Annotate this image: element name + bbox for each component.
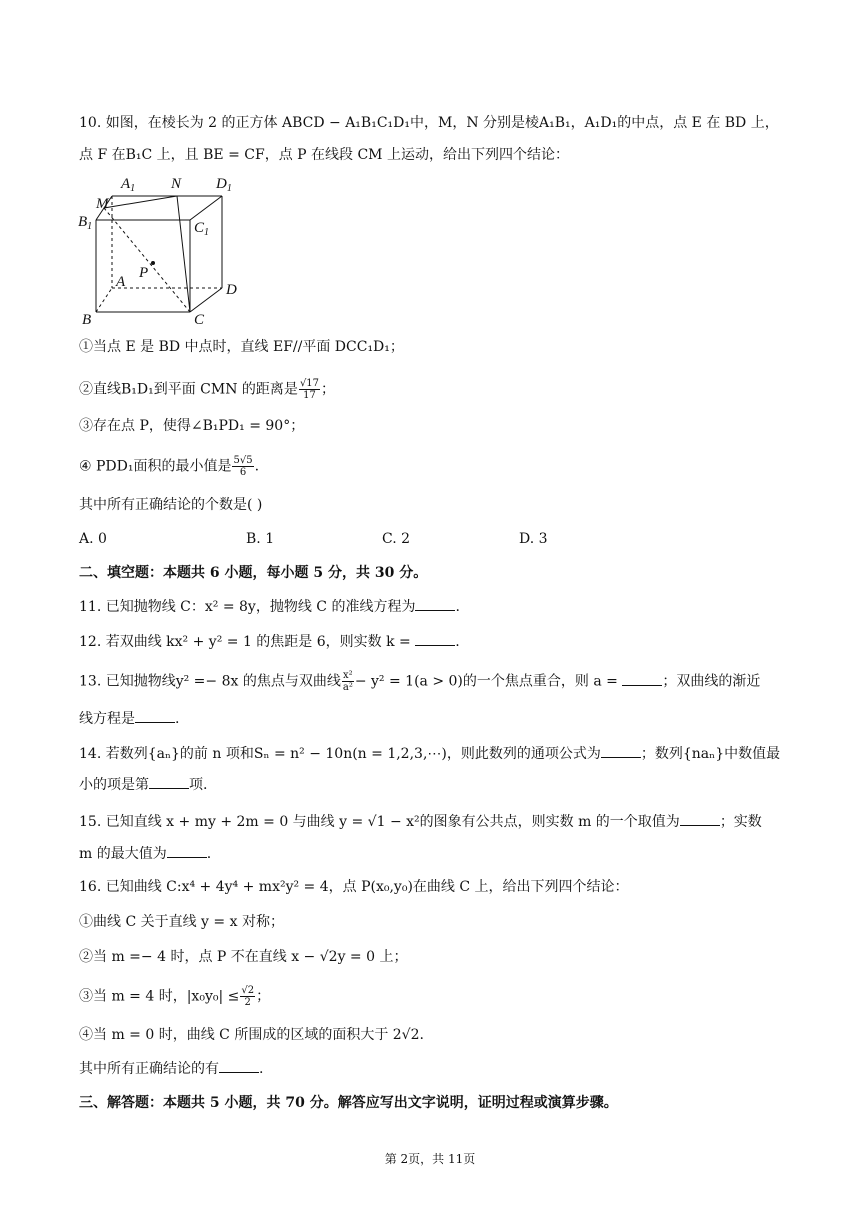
point-p: [151, 261, 155, 265]
q15-line2: m 的最大值为 .: [79, 843, 211, 864]
q10-ask: 其中所有正确结论的个数是( ): [79, 497, 263, 513]
label-d1: $D_1$: [216, 176, 232, 194]
page-footer: 第 2页，共 11页: [384, 1152, 476, 1166]
edge-cd: [190, 288, 222, 312]
label-b1: $B_1$: [78, 214, 93, 232]
answer-blank: [167, 843, 207, 858]
label-a1: $A_1$: [121, 176, 136, 194]
answer-blank: [135, 708, 175, 723]
q10-line2: 点 F 在B₁C 上，且 BE = CF，点 P 在线段 CM 上运动，给出下列四个结论：: [79, 147, 569, 163]
segment-mn: [104, 196, 177, 208]
fraction: $\frac{√17}{17}$: [299, 378, 320, 401]
label-c: C: [194, 312, 205, 326]
label-p: P: [139, 265, 149, 281]
q16-ask: 其中所有正确结论的有 .: [79, 1058, 263, 1079]
q16-statement-1: ①曲线 C 关于直线 y = x 对称；: [79, 914, 284, 930]
label-m: M: [96, 196, 109, 212]
answer-blank: [415, 631, 455, 646]
q10-statement-1: ①当点 E 是 BD 中点时，直线 EF//平面 DCC₁D₁；: [79, 339, 404, 355]
fraction: $\frac{5√5}{6}$: [233, 455, 253, 478]
fraction: $\frac{\text{x²}}{\text{a²}}$: [342, 670, 353, 693]
option-c: C. 2: [382, 531, 411, 547]
answer-blank: [680, 811, 720, 826]
option-d: D. 3: [519, 531, 548, 547]
option-a: A. 0: [79, 531, 107, 547]
q10-statement-4: ④ PDD₁面积的最小值是 $\frac{5√5}{6}$ .: [79, 455, 260, 478]
label-n: N: [171, 176, 182, 192]
segment-mc: [104, 208, 190, 312]
q16: 16. 已知曲线 C:x⁴ + 4y⁴ + mx²y² = 4，点 P(x₀,y₀)在曲线 C 上，给出下列四个结论：: [79, 879, 629, 895]
q13-line2: 线方程是 .: [79, 708, 179, 729]
label-c1: $C_1$: [194, 220, 210, 238]
label-b: B: [82, 312, 92, 326]
q10-statement-2: ②直线B₁D₁到平面 CMN 的距离是 $\frac{√17}{17}$ ；: [79, 378, 336, 401]
answer-blank: [415, 596, 455, 611]
q15-line1: 15. 已知直线 x + my + 2m = 0 与曲线 y = √1 − x²的图象有公共点，则实数 m 的一个取值为 ；实数: [79, 811, 762, 832]
answer-blank: [622, 671, 662, 686]
q16-statement-2: ②当 m =− 4 时，点 P 不在直线 x − √2y = 0 上；: [79, 949, 408, 965]
q14-line1: 14. 若数列{aₙ}的前 n 项和Sₙ = n² − 10n(n = 1,2,3,⋯)，则此数列的通项公式为 ；数列{naₙ}中数值最: [79, 743, 780, 764]
q10-line1: 10. 如图，在棱长为 2 的正方体 ABCD − A₁B₁C₁D₁中，M，N 分别是棱A₁B₁，A₁D₁的中点，点 E 在 BD 上，: [79, 115, 779, 131]
cube-figure: [78, 174, 248, 326]
q16-statement-4: ④当 m = 0 时，曲线 C 所围成的区域的面积大于 2√2.: [79, 1027, 424, 1043]
q16-statement-3: ③当 m = 4 时，|x₀y₀| ≤ $\frac{√2}{2}$ ；: [79, 985, 271, 1008]
q12: 12. 若双曲线 kx² + y² = 1 的焦距是 6，则实数 k = .: [79, 631, 460, 652]
section-3-heading: 三、解答题：本题共 5 小题，共 70 分。解答应写出文字说明，证明过程或演算步骤。: [79, 1095, 618, 1111]
section-2-heading: 二、填空题：本题共 6 小题，每小题 5 分，共 30 分。: [79, 565, 428, 581]
answer-blank: [149, 774, 189, 789]
q11: 11. 已知抛物线 C：x² = 8y，抛物线 C 的准线方程为 .: [79, 596, 460, 617]
segment-nc: [177, 196, 190, 312]
label-d: D: [226, 282, 237, 298]
answer-blank: [219, 1058, 259, 1073]
option-b: B. 1: [246, 531, 275, 547]
answer-blank: [601, 743, 641, 758]
edge-c1d1: [190, 196, 222, 220]
edge-ba: [96, 288, 112, 312]
fraction: $\frac{√2}{2}$: [241, 985, 255, 1008]
q14-line2: 小的项是第 项.: [79, 774, 207, 795]
label-a: A: [116, 274, 126, 290]
q10-statement-3: ③存在点 P，使得∠B₁PD₁ = 90°；: [79, 418, 305, 434]
q13-line1: 13. 已知抛物线y² =− 8x 的焦点与双曲线 $\frac{\text{x²}}{\text{a²}}$ − y² = 1(a > 0)的一个焦点重合，则 a = ；双曲线的渐近: [79, 670, 761, 693]
